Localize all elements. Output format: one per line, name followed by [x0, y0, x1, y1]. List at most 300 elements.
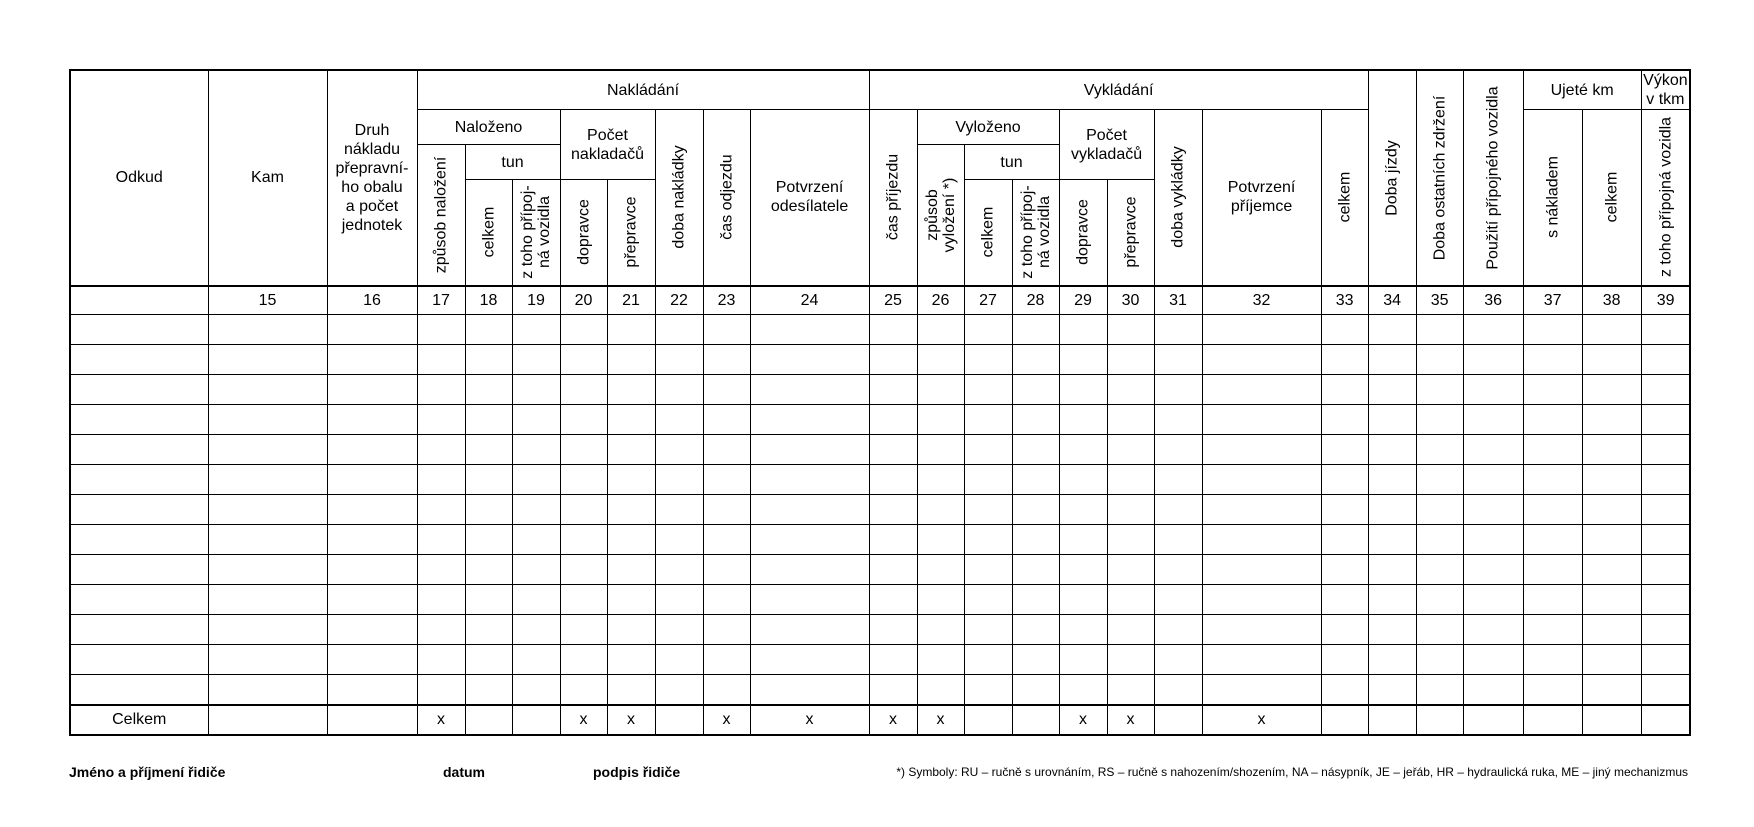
- entry-cell[interactable]: [1582, 495, 1641, 525]
- entry-cell[interactable]: [607, 345, 655, 375]
- entry-cell[interactable]: [417, 405, 465, 435]
- entry-cell[interactable]: [1059, 345, 1107, 375]
- entry-cell[interactable]: [869, 495, 917, 525]
- entry-cell[interactable]: [512, 435, 560, 465]
- entry-cell[interactable]: [917, 525, 964, 555]
- entry-cell[interactable]: [1059, 615, 1107, 645]
- entry-cell[interactable]: [917, 405, 964, 435]
- entry-cell[interactable]: [70, 615, 208, 645]
- entry-cell[interactable]: [607, 645, 655, 675]
- entry-cell[interactable]: [208, 435, 327, 465]
- entry-cell[interactable]: [869, 615, 917, 645]
- entry-cell[interactable]: [1107, 345, 1154, 375]
- entry-cell[interactable]: [750, 375, 869, 405]
- entry-cell[interactable]: [1582, 585, 1641, 615]
- entry-cell[interactable]: [512, 645, 560, 675]
- entry-cell[interactable]: [327, 435, 417, 465]
- totals-cell[interactable]: x: [1059, 705, 1107, 735]
- entry-cell[interactable]: [1463, 405, 1523, 435]
- entry-cell[interactable]: [1012, 405, 1059, 435]
- entry-cell[interactable]: [607, 555, 655, 585]
- entry-cell[interactable]: [607, 525, 655, 555]
- entry-cell[interactable]: [917, 345, 964, 375]
- entry-cell[interactable]: [1321, 555, 1368, 585]
- entry-cell[interactable]: [655, 315, 703, 345]
- entry-cell[interactable]: [1154, 495, 1202, 525]
- entry-cell[interactable]: [917, 585, 964, 615]
- totals-cell[interactable]: x: [1107, 705, 1154, 735]
- entry-cell[interactable]: [1012, 495, 1059, 525]
- entry-cell[interactable]: [512, 375, 560, 405]
- entry-cell[interactable]: [1368, 435, 1416, 465]
- entry-cell[interactable]: [607, 375, 655, 405]
- entry-cell[interactable]: [465, 645, 512, 675]
- totals-cell[interactable]: x: [917, 705, 964, 735]
- entry-cell[interactable]: [750, 495, 869, 525]
- totals-cell[interactable]: [1321, 705, 1368, 735]
- totals-cell[interactable]: [208, 705, 327, 735]
- entry-cell[interactable]: [1582, 315, 1641, 345]
- entry-cell[interactable]: [1641, 675, 1690, 705]
- entry-cell[interactable]: [70, 645, 208, 675]
- entry-cell[interactable]: [560, 675, 607, 705]
- entry-cell[interactable]: [1154, 345, 1202, 375]
- totals-cell[interactable]: [1523, 705, 1582, 735]
- entry-cell[interactable]: [917, 495, 964, 525]
- entry-cell[interactable]: [917, 435, 964, 465]
- entry-cell[interactable]: [465, 615, 512, 645]
- entry-cell[interactable]: [1463, 675, 1523, 705]
- entry-cell[interactable]: [1154, 645, 1202, 675]
- entry-cell[interactable]: [208, 585, 327, 615]
- entry-cell[interactable]: [327, 495, 417, 525]
- totals-cell[interactable]: [964, 705, 1012, 735]
- entry-cell[interactable]: [1321, 525, 1368, 555]
- entry-cell[interactable]: [1154, 675, 1202, 705]
- entry-cell[interactable]: [869, 435, 917, 465]
- entry-cell[interactable]: [70, 375, 208, 405]
- entry-cell[interactable]: [465, 375, 512, 405]
- entry-cell[interactable]: [417, 585, 465, 615]
- totals-cell[interactable]: [1012, 705, 1059, 735]
- entry-cell[interactable]: [417, 495, 465, 525]
- entry-cell[interactable]: [1059, 555, 1107, 585]
- entry-cell[interactable]: [869, 585, 917, 615]
- entry-cell[interactable]: [70, 465, 208, 495]
- entry-cell[interactable]: [1641, 645, 1690, 675]
- entry-cell[interactable]: [655, 435, 703, 465]
- entry-cell[interactable]: [1416, 495, 1463, 525]
- entry-cell[interactable]: [1321, 435, 1368, 465]
- totals-cell[interactable]: x: [750, 705, 869, 735]
- entry-cell[interactable]: [327, 645, 417, 675]
- entry-cell[interactable]: [917, 555, 964, 585]
- entry-cell[interactable]: [465, 405, 512, 435]
- entry-cell[interactable]: [1154, 615, 1202, 645]
- entry-cell[interactable]: [1012, 375, 1059, 405]
- entry-cell[interactable]: [607, 615, 655, 645]
- entry-cell[interactable]: [607, 585, 655, 615]
- entry-cell[interactable]: [1368, 315, 1416, 345]
- entry-cell[interactable]: [607, 405, 655, 435]
- entry-cell[interactable]: [560, 555, 607, 585]
- entry-cell[interactable]: [465, 675, 512, 705]
- entry-cell[interactable]: [1368, 495, 1416, 525]
- entry-cell[interactable]: [208, 615, 327, 645]
- entry-cell[interactable]: [703, 315, 750, 345]
- entry-cell[interactable]: [1202, 615, 1321, 645]
- entry-cell[interactable]: [964, 495, 1012, 525]
- entry-cell[interactable]: [1059, 375, 1107, 405]
- totals-cell[interactable]: [1641, 705, 1690, 735]
- entry-cell[interactable]: [750, 405, 869, 435]
- entry-cell[interactable]: [1059, 405, 1107, 435]
- entry-cell[interactable]: [1416, 645, 1463, 675]
- entry-cell[interactable]: [964, 375, 1012, 405]
- entry-cell[interactable]: [703, 615, 750, 645]
- totals-cell[interactable]: [1582, 705, 1641, 735]
- entry-cell[interactable]: [703, 585, 750, 615]
- entry-cell[interactable]: [1368, 345, 1416, 375]
- entry-cell[interactable]: [1641, 375, 1690, 405]
- entry-cell[interactable]: [869, 675, 917, 705]
- entry-cell[interactable]: [1012, 675, 1059, 705]
- entry-cell[interactable]: [1321, 645, 1368, 675]
- entry-cell[interactable]: [1416, 435, 1463, 465]
- entry-cell[interactable]: [655, 675, 703, 705]
- entry-cell[interactable]: [327, 615, 417, 645]
- entry-cell[interactable]: [1523, 465, 1582, 495]
- entry-cell[interactable]: [750, 345, 869, 375]
- entry-cell[interactable]: [1416, 465, 1463, 495]
- entry-cell[interactable]: [869, 375, 917, 405]
- entry-cell[interactable]: [703, 645, 750, 675]
- entry-cell[interactable]: [655, 555, 703, 585]
- entry-cell[interactable]: [208, 465, 327, 495]
- entry-cell[interactable]: [1463, 525, 1523, 555]
- entry-cell[interactable]: [560, 465, 607, 495]
- entry-cell[interactable]: [1202, 525, 1321, 555]
- entry-cell[interactable]: [1154, 315, 1202, 345]
- entry-cell[interactable]: [1463, 615, 1523, 645]
- entry-cell[interactable]: [512, 345, 560, 375]
- entry-cell[interactable]: [1641, 465, 1690, 495]
- entry-cell[interactable]: [70, 525, 208, 555]
- entry-cell[interactable]: [1416, 615, 1463, 645]
- entry-cell[interactable]: [703, 345, 750, 375]
- entry-cell[interactable]: [750, 315, 869, 345]
- entry-cell[interactable]: [1582, 345, 1641, 375]
- entry-cell[interactable]: [917, 615, 964, 645]
- entry-cell[interactable]: [1368, 585, 1416, 615]
- entry-cell[interactable]: [512, 465, 560, 495]
- entry-cell[interactable]: [1154, 555, 1202, 585]
- entry-cell[interactable]: [1523, 315, 1582, 345]
- entry-cell[interactable]: [1523, 435, 1582, 465]
- entry-cell[interactable]: [1202, 555, 1321, 585]
- entry-cell[interactable]: [1321, 375, 1368, 405]
- entry-cell[interactable]: [1641, 405, 1690, 435]
- entry-cell[interactable]: [560, 495, 607, 525]
- entry-cell[interactable]: [1202, 435, 1321, 465]
- entry-cell[interactable]: [208, 495, 327, 525]
- entry-cell[interactable]: [417, 525, 465, 555]
- entry-cell[interactable]: [560, 585, 607, 615]
- entry-cell[interactable]: [607, 315, 655, 345]
- entry-cell[interactable]: [655, 495, 703, 525]
- entry-cell[interactable]: [655, 375, 703, 405]
- entry-cell[interactable]: [1059, 495, 1107, 525]
- entry-cell[interactable]: [417, 555, 465, 585]
- entry-cell[interactable]: [1523, 345, 1582, 375]
- entry-cell[interactable]: [655, 585, 703, 615]
- entry-cell[interactable]: [1202, 675, 1321, 705]
- entry-cell[interactable]: [465, 585, 512, 615]
- entry-cell[interactable]: [465, 495, 512, 525]
- entry-cell[interactable]: [512, 525, 560, 555]
- entry-cell[interactable]: [1582, 675, 1641, 705]
- entry-cell[interactable]: [1202, 405, 1321, 435]
- entry-cell[interactable]: [208, 375, 327, 405]
- entry-cell[interactable]: [1059, 435, 1107, 465]
- entry-cell[interactable]: [1154, 435, 1202, 465]
- entry-cell[interactable]: [465, 435, 512, 465]
- entry-cell[interactable]: [208, 345, 327, 375]
- entry-cell[interactable]: [1641, 615, 1690, 645]
- entry-cell[interactable]: [869, 405, 917, 435]
- entry-cell[interactable]: [1582, 615, 1641, 645]
- entry-cell[interactable]: [607, 675, 655, 705]
- entry-cell[interactable]: [70, 315, 208, 345]
- entry-cell[interactable]: [417, 315, 465, 345]
- entry-cell[interactable]: [560, 645, 607, 675]
- entry-cell[interactable]: [703, 405, 750, 435]
- entry-cell[interactable]: [1523, 585, 1582, 615]
- entry-cell[interactable]: [1368, 525, 1416, 555]
- entry-cell[interactable]: [1107, 615, 1154, 645]
- entry-cell[interactable]: [1523, 375, 1582, 405]
- entry-cell[interactable]: [750, 555, 869, 585]
- entry-cell[interactable]: [1107, 495, 1154, 525]
- entry-cell[interactable]: [964, 615, 1012, 645]
- entry-cell[interactable]: [1582, 405, 1641, 435]
- entry-cell[interactable]: [750, 465, 869, 495]
- entry-cell[interactable]: [964, 465, 1012, 495]
- entry-cell[interactable]: [1416, 375, 1463, 405]
- entry-cell[interactable]: [512, 495, 560, 525]
- entry-cell[interactable]: [607, 495, 655, 525]
- entry-cell[interactable]: [1012, 555, 1059, 585]
- entry-cell[interactable]: [1202, 345, 1321, 375]
- entry-cell[interactable]: [465, 525, 512, 555]
- entry-cell[interactable]: [1368, 405, 1416, 435]
- entry-cell[interactable]: [1012, 465, 1059, 495]
- entry-cell[interactable]: [1463, 345, 1523, 375]
- entry-cell[interactable]: [1523, 675, 1582, 705]
- entry-cell[interactable]: [964, 585, 1012, 615]
- entry-cell[interactable]: [1321, 405, 1368, 435]
- entry-cell[interactable]: [1523, 615, 1582, 645]
- entry-cell[interactable]: [964, 525, 1012, 555]
- entry-cell[interactable]: [655, 645, 703, 675]
- entry-cell[interactable]: [1321, 585, 1368, 615]
- entry-cell[interactable]: [750, 525, 869, 555]
- entry-cell[interactable]: [1416, 555, 1463, 585]
- entry-cell[interactable]: [1321, 495, 1368, 525]
- entry-cell[interactable]: [1463, 495, 1523, 525]
- entry-cell[interactable]: [750, 645, 869, 675]
- entry-cell[interactable]: [417, 375, 465, 405]
- entry-cell[interactable]: [1582, 645, 1641, 675]
- entry-cell[interactable]: [964, 555, 1012, 585]
- entry-cell[interactable]: [1641, 495, 1690, 525]
- entry-cell[interactable]: [560, 345, 607, 375]
- totals-cell[interactable]: x: [607, 705, 655, 735]
- entry-cell[interactable]: [1059, 585, 1107, 615]
- entry-cell[interactable]: [1321, 315, 1368, 345]
- entry-cell[interactable]: [1012, 525, 1059, 555]
- entry-cell[interactable]: [1416, 345, 1463, 375]
- entry-cell[interactable]: [560, 405, 607, 435]
- entry-cell[interactable]: [465, 315, 512, 345]
- entry-cell[interactable]: [703, 525, 750, 555]
- entry-cell[interactable]: [1463, 465, 1523, 495]
- totals-cell[interactable]: x: [703, 705, 750, 735]
- entry-cell[interactable]: [327, 375, 417, 405]
- entry-cell[interactable]: [512, 675, 560, 705]
- entry-cell[interactable]: [417, 645, 465, 675]
- entry-cell[interactable]: [703, 555, 750, 585]
- entry-cell[interactable]: [560, 315, 607, 345]
- entry-cell[interactable]: [1059, 315, 1107, 345]
- entry-cell[interactable]: [1107, 315, 1154, 345]
- entry-cell[interactable]: [655, 465, 703, 495]
- entry-cell[interactable]: [208, 645, 327, 675]
- entry-cell[interactable]: [1416, 585, 1463, 615]
- entry-cell[interactable]: [703, 435, 750, 465]
- entry-cell[interactable]: [1154, 405, 1202, 435]
- entry-cell[interactable]: [1107, 585, 1154, 615]
- entry-cell[interactable]: [327, 465, 417, 495]
- totals-cell[interactable]: x: [560, 705, 607, 735]
- entry-cell[interactable]: [70, 435, 208, 465]
- entry-cell[interactable]: [1107, 675, 1154, 705]
- entry-cell[interactable]: [327, 585, 417, 615]
- entry-cell[interactable]: [512, 315, 560, 345]
- entry-cell[interactable]: [208, 675, 327, 705]
- entry-cell[interactable]: [1154, 585, 1202, 615]
- entry-cell[interactable]: [1641, 555, 1690, 585]
- entry-cell[interactable]: [465, 465, 512, 495]
- entry-cell[interactable]: [465, 345, 512, 375]
- entry-cell[interactable]: [655, 525, 703, 555]
- entry-cell[interactable]: [1202, 375, 1321, 405]
- entry-cell[interactable]: [1641, 585, 1690, 615]
- entry-cell[interactable]: [1012, 645, 1059, 675]
- entry-cell[interactable]: [70, 675, 208, 705]
- entry-cell[interactable]: [1202, 645, 1321, 675]
- entry-cell[interactable]: [750, 435, 869, 465]
- entry-cell[interactable]: [1582, 525, 1641, 555]
- entry-cell[interactable]: [917, 645, 964, 675]
- entry-cell[interactable]: [1154, 465, 1202, 495]
- entry-cell[interactable]: [1523, 645, 1582, 675]
- entry-cell[interactable]: [1368, 555, 1416, 585]
- entry-cell[interactable]: [560, 375, 607, 405]
- entry-cell[interactable]: [1416, 315, 1463, 345]
- entry-cell[interactable]: [1368, 615, 1416, 645]
- totals-cell[interactable]: [1463, 705, 1523, 735]
- entry-cell[interactable]: [1012, 435, 1059, 465]
- entry-cell[interactable]: [1523, 525, 1582, 555]
- entry-cell[interactable]: [1059, 465, 1107, 495]
- entry-cell[interactable]: [1463, 435, 1523, 465]
- entry-cell[interactable]: [964, 405, 1012, 435]
- entry-cell[interactable]: [1059, 645, 1107, 675]
- entry-cell[interactable]: [1416, 525, 1463, 555]
- entry-cell[interactable]: [465, 555, 512, 585]
- entry-cell[interactable]: [1107, 555, 1154, 585]
- entry-cell[interactable]: [1582, 465, 1641, 495]
- entry-cell[interactable]: [70, 495, 208, 525]
- entry-cell[interactable]: [655, 615, 703, 645]
- entry-cell[interactable]: [1416, 405, 1463, 435]
- entry-cell[interactable]: [869, 525, 917, 555]
- entry-cell[interactable]: [917, 375, 964, 405]
- entry-cell[interactable]: [1641, 315, 1690, 345]
- entry-cell[interactable]: [1107, 435, 1154, 465]
- entry-cell[interactable]: [417, 465, 465, 495]
- entry-cell[interactable]: [1321, 615, 1368, 645]
- entry-cell[interactable]: [1321, 675, 1368, 705]
- entry-cell[interactable]: [869, 555, 917, 585]
- entry-cell[interactable]: [1202, 315, 1321, 345]
- entry-cell[interactable]: [1368, 375, 1416, 405]
- entry-cell[interactable]: [560, 435, 607, 465]
- entry-cell[interactable]: [1523, 495, 1582, 525]
- entry-cell[interactable]: [964, 315, 1012, 345]
- entry-cell[interactable]: [917, 675, 964, 705]
- entry-cell[interactable]: [1107, 405, 1154, 435]
- entry-cell[interactable]: [1368, 645, 1416, 675]
- entry-cell[interactable]: [1059, 525, 1107, 555]
- entry-cell[interactable]: [607, 465, 655, 495]
- entry-cell[interactable]: [208, 525, 327, 555]
- entry-cell[interactable]: [1641, 435, 1690, 465]
- entry-cell[interactable]: [1582, 555, 1641, 585]
- entry-cell[interactable]: [327, 315, 417, 345]
- entry-cell[interactable]: [869, 315, 917, 345]
- entry-cell[interactable]: [70, 405, 208, 435]
- totals-cell[interactable]: [327, 705, 417, 735]
- entry-cell[interactable]: [750, 615, 869, 645]
- entry-cell[interactable]: [703, 675, 750, 705]
- entry-cell[interactable]: [1523, 405, 1582, 435]
- entry-cell[interactable]: [327, 405, 417, 435]
- entry-cell[interactable]: [1202, 495, 1321, 525]
- entry-cell[interactable]: [327, 675, 417, 705]
- entry-cell[interactable]: [417, 615, 465, 645]
- entry-cell[interactable]: [1416, 675, 1463, 705]
- entry-cell[interactable]: [869, 345, 917, 375]
- entry-cell[interactable]: [1368, 465, 1416, 495]
- entry-cell[interactable]: [703, 465, 750, 495]
- entry-cell[interactable]: [512, 555, 560, 585]
- entry-cell[interactable]: [208, 405, 327, 435]
- entry-cell[interactable]: [1582, 435, 1641, 465]
- entry-cell[interactable]: [1463, 585, 1523, 615]
- entry-cell[interactable]: [208, 315, 327, 345]
